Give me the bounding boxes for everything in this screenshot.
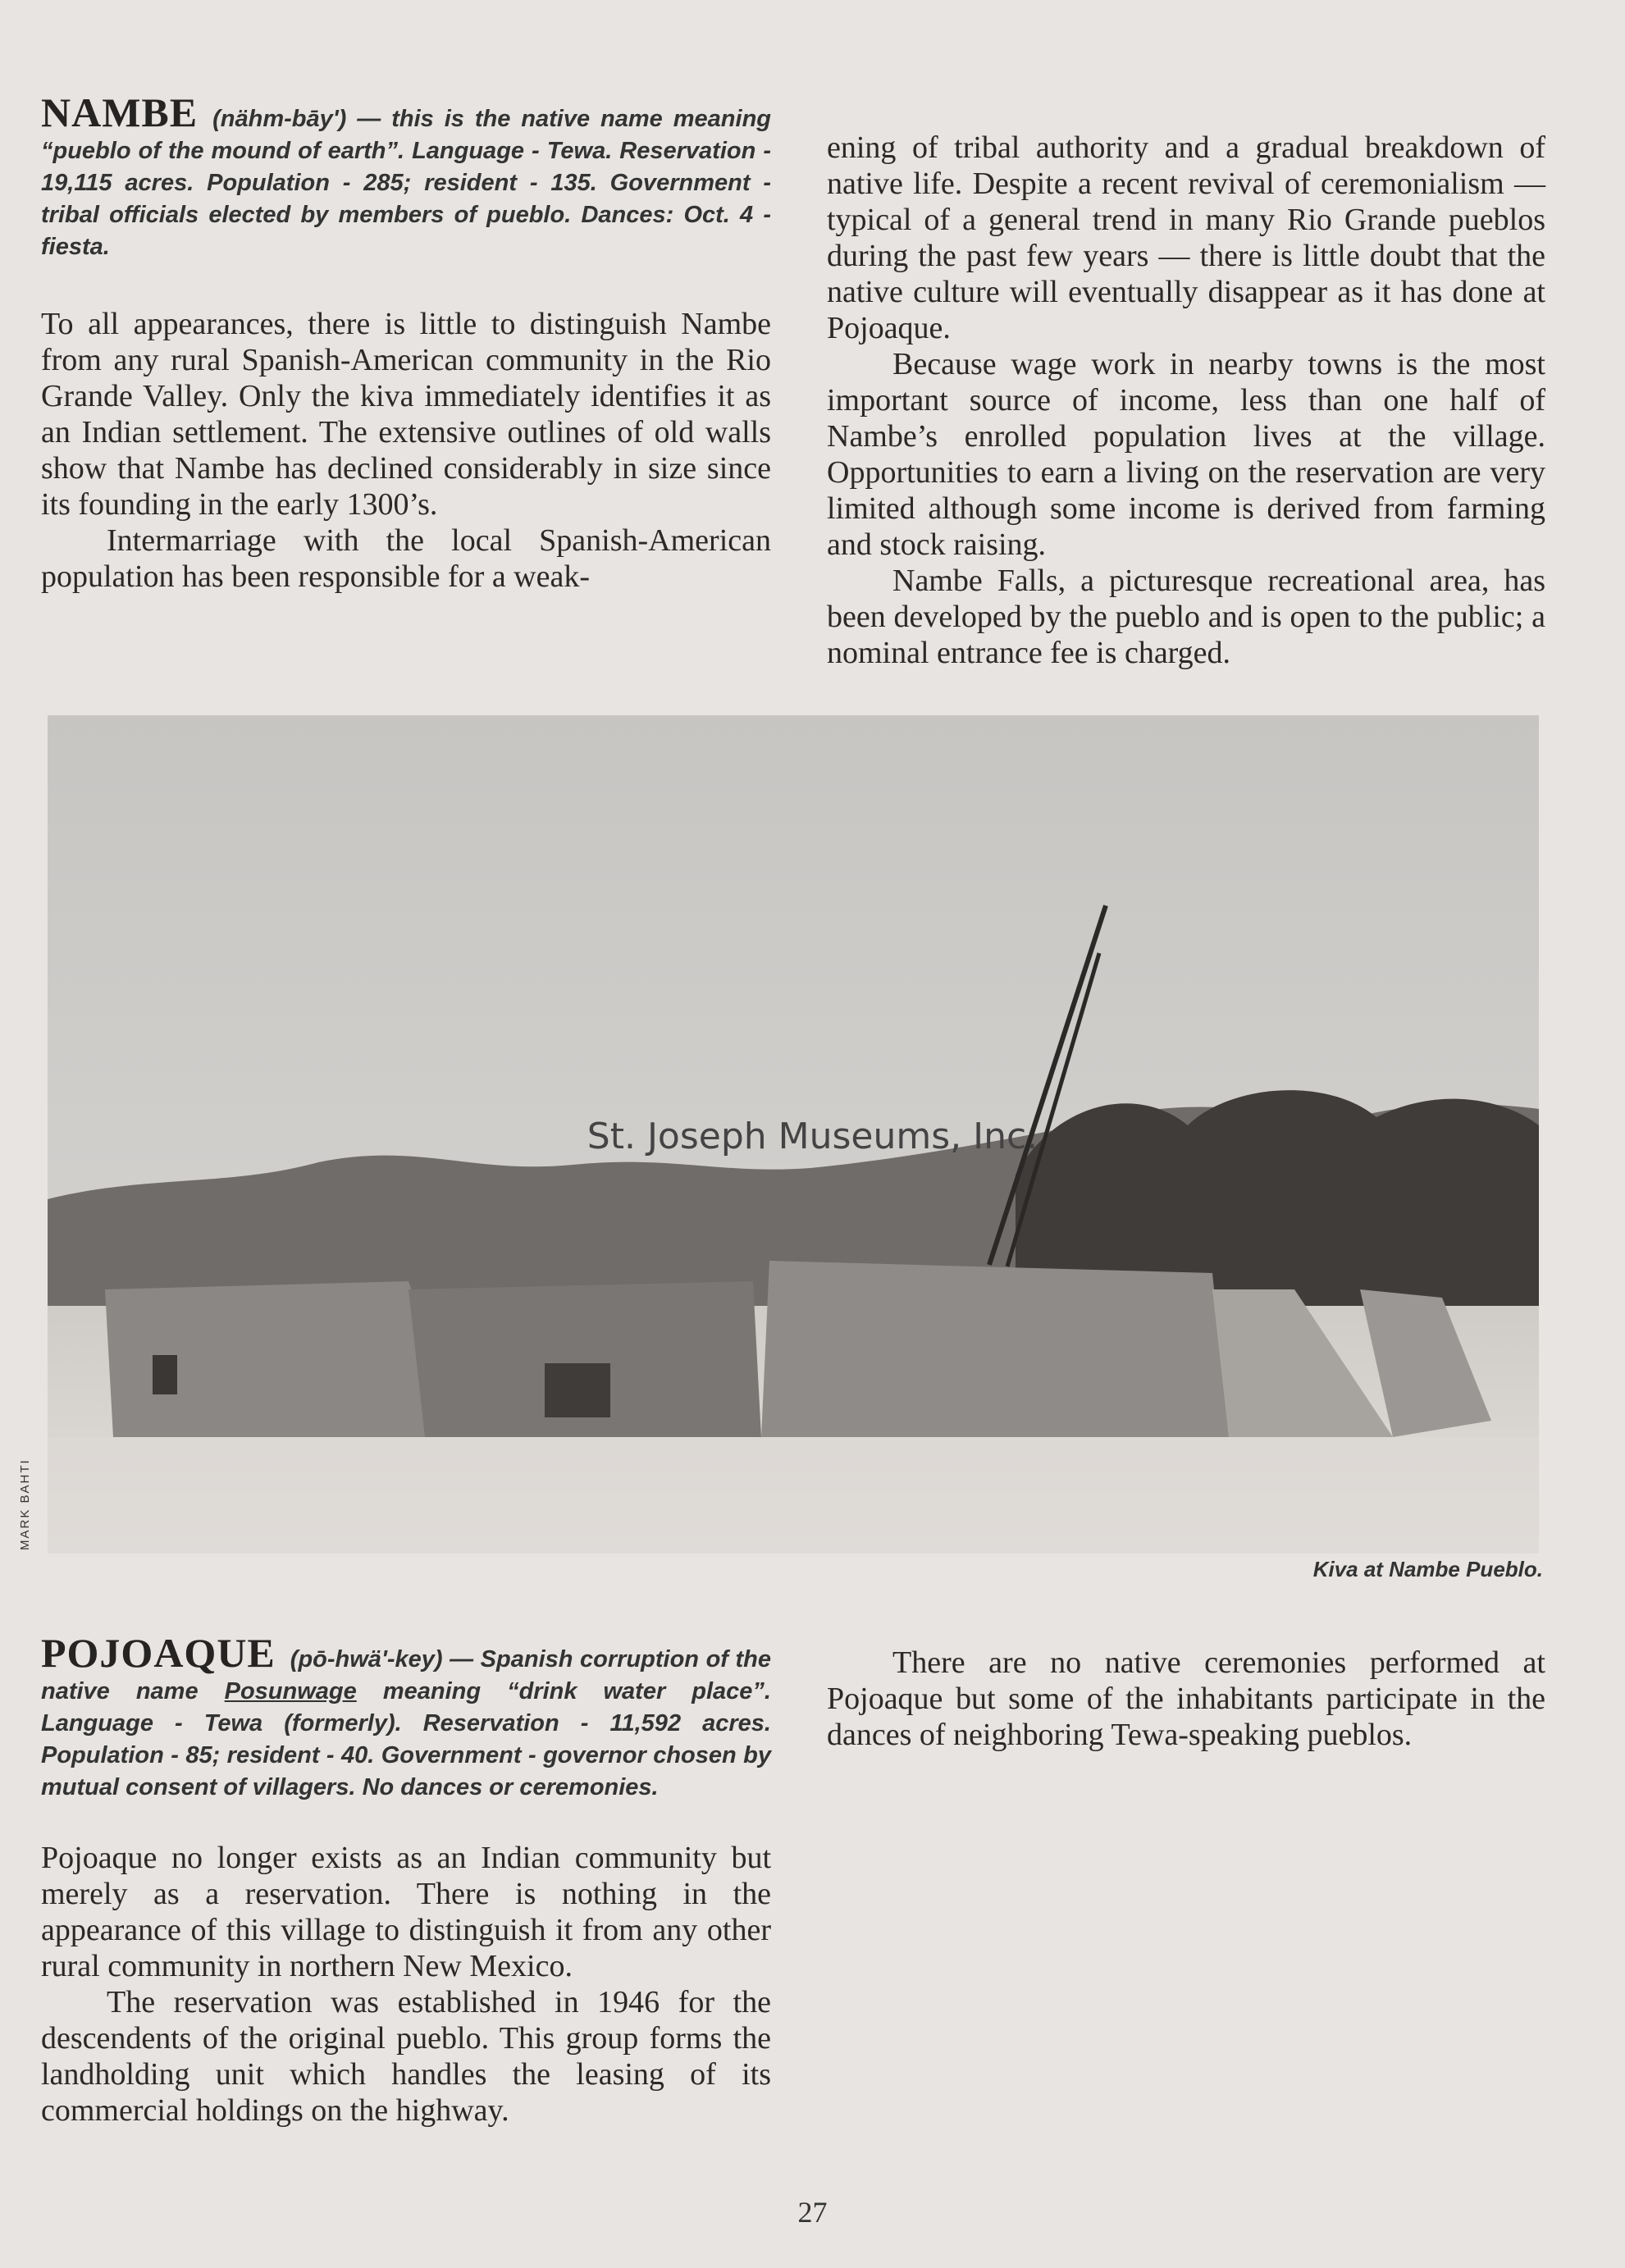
pojoaque-native-name: Posunwage [224, 1678, 357, 1704]
nambe-entry-header [41, 89, 771, 263]
kiva-body [761, 1261, 1229, 1437]
nambe-paragraph-2-end: ening of tribal authority and a gradual breakdown of native life. Despite a recent revival of ceremonialism — typical of a general trend in many Rio Grande pueblos during the past few years — there is little doubt that the native culture will eventually disappear as it has done at Pojoaque. [827, 130, 1545, 345]
pojoaque-column-right [827, 1645, 1545, 1753]
nambe-paragraph-3: Because wage work in nearby towns is the most important source of income, less than one half of Nambe’s enrolled population lives at the village. Opportunities to earn a living on the reservation are very limited although some income is derived from farming and stock raising. [827, 347, 1545, 562]
window-large [545, 1363, 610, 1417]
pojoaque-paragraph-3: There are no native ceremonies performed at Pojoaque but some of the inhabitants participate in the dances of neighboring Tewa-speaking pueblos. [827, 1645, 1545, 1752]
pojoaque-title: POJOAQUE [41, 1630, 276, 1676]
photo-caption: Kiva at Nambe Pueblo. [1312, 1557, 1543, 1581]
pojoaque-paragraph-2: The reservation was established in 1946 for the descendents of the original pueblo. This group forms the landholding unit which handles the leasing of its commercial holdings on the highway. [41, 1985, 771, 2128]
nambe-summary: — this is the native name meaning “pueblo of the mound of earth”. Language - Tewa. Reservation - 19,115 acres. Population - 285; resident - 135. Government - tribal officials elected by members of pueblo. Dances: Oct. 4 - fiesta. [41, 106, 771, 260]
photo-credit: MARK BAHTI [18, 1458, 32, 1550]
nambe-column-left [41, 89, 771, 595]
pojoaque-summary-end: meaning “drink water place”. Language - Tewa (formerly). Reservation - 11,592 acres. Population - 85; resident - 40. Government - governor chosen by mutual consent of villagers. No dances or ceremonies. [41, 1678, 771, 1800]
pojoaque-pronunciation: (pō-hwä'-key) [290, 1646, 443, 1672]
nambe-paragraph-2-start: Intermarriage with the local Spanish-American population has been responsible for a weak- [41, 523, 771, 594]
foreground-snow [48, 1437, 1539, 1554]
nambe-paragraph-4: Nambe Falls, a picturesque recreational area, has been developed by the pueblo and is open to the public; a nominal entrance fee is charged. [827, 564, 1545, 670]
pojoaque-summary-start: — Spanish corruption of the native name [41, 1646, 771, 1704]
nambe-title: NAMBE [41, 89, 199, 135]
watermark: St. Joseph Museums, Inc. [587, 1116, 1038, 1157]
page-number: 27 [797, 2196, 828, 2229]
pojoaque-paragraph-1: Pojoaque no longer exists as an Indian community but merely as a reservation. There is nothing in the appearance of this village to distinguish it from any other rural community in northern New Mexico. [41, 1841, 771, 1983]
nambe-column-right [827, 130, 1545, 671]
nambe-pronunciation: (nähm-bāy') [212, 106, 347, 132]
window-small [153, 1355, 177, 1394]
pojoaque-column-left [41, 1630, 771, 2129]
pojoaque-entry-header [41, 1630, 771, 1804]
nambe-paragraph-1: To all appearances, there is little to distinguish Nambe from any rural Spanish-American community in the Rio Grande Valley. Only the kiva immediately identifies it as an Indian settlement. The extensive outlines of old walls show that Nambe has declined considerably in size since its founding in the early 1300’s. [41, 307, 771, 522]
